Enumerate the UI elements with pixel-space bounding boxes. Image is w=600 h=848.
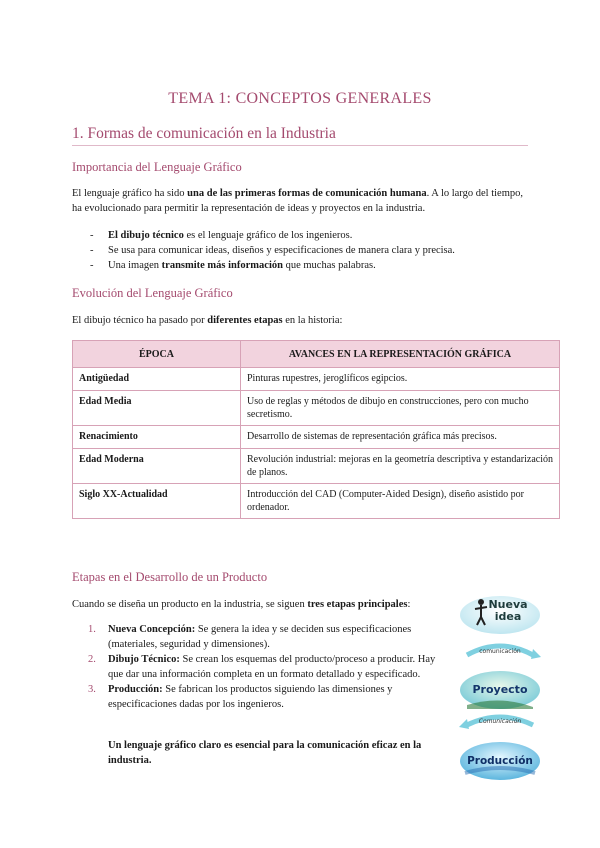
text-run: El dibujo técnico ha pasado por [72,315,208,326]
stage-proyecto: Proyecto [472,683,528,696]
text-run: Se fabrican los productos siguiendo las dimensiones y especificaciones dadas por los ingenieros. [108,684,393,710]
table-row [73,391,560,426]
table-row [73,368,560,391]
list-item: - Una imagen transmite más información que muchas palabras. [90,260,376,271]
list-item [72,622,442,652]
paragraph-importancia [72,186,532,216]
list-number: 2. [88,654,96,665]
stage-label: Nueva [488,598,528,611]
text-run: es el lenguaje gráfico de los ingenieros. [183,230,353,241]
cell-epoca: Antigüedad [73,368,241,391]
table-row [73,426,560,449]
text-run: en la historia: [282,315,343,326]
stage-label: idea [494,610,522,623]
cell-avance: Pinturas rupestres, jeroglíficos egipcios. [241,368,560,391]
evolution-table [72,340,560,519]
product-stages-diagram [455,595,545,785]
list-item [72,682,442,712]
cell-avance: Introducción del CAD (Computer-Aided Design), diseño asistido por ordenador. [241,484,560,519]
cell-epoca: Renacimiento [73,426,241,449]
list-item: - Se usa para comunicar ideas, diseños y especificaciones de manera clara y precisa. [90,245,455,256]
arrow-label: comunicación [479,648,521,655]
bold-run: Nueva Concepción: [108,624,196,635]
subheading-etapas: Etapas en el Desarrollo de un Producto [72,570,268,584]
section-heading: 1. Formas de comunicación en la Industria [72,125,528,146]
bold-run: diferentes etapas [207,315,283,326]
bold-run: Dibujo Técnico: [108,654,180,665]
paragraph-evolucion [72,313,532,328]
cell-avance: Desarrollo de sistemas de representación gráfica más precisos. [241,426,560,449]
text-run: Se crean los esquemas del producto/proceso a producir. Hay que dar una información completa en un formato detallado y especificado. [108,654,436,680]
arrow-label: Comunicación [478,718,522,725]
list-item [72,652,442,682]
subheading-importancia: Importancia del Lenguaje Gráfico [72,160,242,174]
bold-run: tres etapas principales [307,599,408,610]
numbered-list [72,622,442,712]
bold-run: El dibujo técnico [108,230,184,241]
text-run: El lenguaje gráfico ha sido [72,188,188,199]
bold-run: transmite más información [161,260,283,271]
text-run: que muchas palabras. [282,260,376,271]
stage-nueva-idea [460,599,540,635]
text-run: Cuando se diseña un producto en la industria, se siguen [72,599,308,610]
table-row [73,484,560,519]
bullet-list [72,228,532,273]
text-run: . A lo largo del tiempo, ha evolucionado para permitir la representación de ideas y proyectos en la industria. [72,188,523,214]
cell-avance: Revolución industrial: mejoras en la geometría descriptiva y estandarización de planos. [241,449,560,484]
table-header-row [73,341,560,368]
cell-epoca: Edad Moderna [73,449,241,484]
bold-run: Producción: [108,684,163,695]
text-run: Una imagen [108,260,162,271]
stage-produccion: Producción [467,755,533,767]
cell-epoca: Siglo XX-Actualidad [73,484,241,519]
table-row [73,449,560,484]
column-header-avances: AVANCES EN LA REPRESENTACIÓN GRÁFICA [241,341,560,368]
text-run: Se genera la idea y se deciden sus especificaciones (materiales, seguridad y dimensiones). [108,624,412,650]
paragraph-etapas [72,597,452,612]
list-number: 1. [88,624,96,635]
list-item: - El dibujo técnico es el lenguaje gráfico de los ingenieros. [90,230,353,241]
bold-run: una de las primeras formas de comunicación humana [187,188,427,199]
list-number: 3. [88,684,96,695]
page-title: TEMA 1: CONCEPTOS GENERALES [168,90,432,107]
column-header-epoca: ÉPOCA [73,341,241,368]
subheading-evolucion: Evolución del Lenguaje Gráfico [72,286,233,300]
cell-avance: Uso de reglas y métodos de dibujo en construcciones, pero con mucho secretismo. [241,391,560,426]
cell-epoca: Edad Media [73,391,241,426]
text-run: Se usa para comunicar ideas, diseños y especificaciones de manera clara y precisa. [108,245,455,256]
closing-statement: Un lenguaje gráfico claro es esencial para la comunicación eficaz en la industria. [108,740,422,766]
text-run: : [407,599,411,610]
